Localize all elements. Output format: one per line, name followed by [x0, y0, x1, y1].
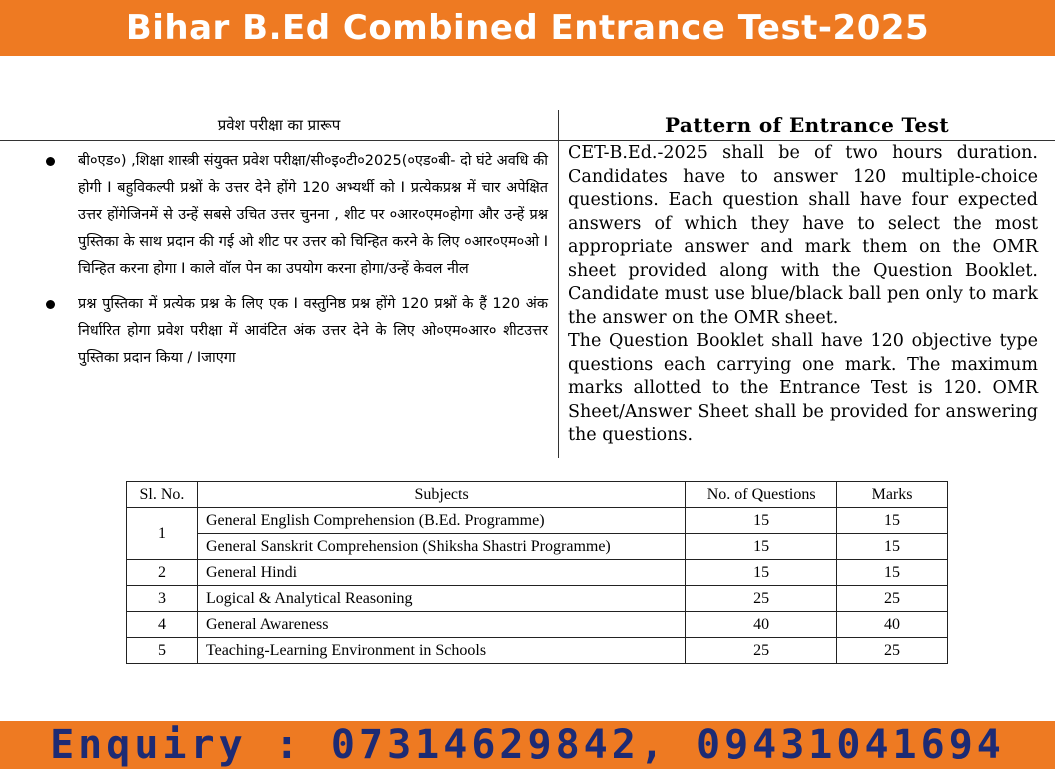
- cell-subject: Teaching-Learning Environment in Schools: [197, 638, 685, 664]
- pattern-section: [0, 110, 1055, 458]
- cell-marks: 15: [837, 534, 948, 560]
- cell-questions: 25: [686, 638, 837, 664]
- enquiry-contact: Enquiry : 07314629842, 09431041694: [50, 722, 1005, 768]
- hindi-bullet-text: बी०एड०) ,शिक्षा शास्त्री संयुक्त प्रवेश परीक्षा/सी०इ०टी०2025(०एड०बी- दो घंटे अवधि की होगी I बहुविकल्पी प्रश्नों के उत्तर देने होंगे 120 अभ्यर्थी को I प्रत्येकप्रश्न में चार अपेक्षित उत्तर होंगेजिनमें से उन्हें सबसे उचित उत्तर चुनना , शीट पर ०आर०एम०होगा और उन्हें प्रश्न पुस्तिका के साथ प्रदान की गई ओ शीट पर उत्तर को चिन्हित करने के लिए ०आर०एम०ओ I चिन्हित करना होगा I काले वॉल पेन का उपयोग करना होगा/उन्हें केवल नील: [78, 153, 548, 277]
- bullet-icon: [46, 157, 55, 166]
- hindi-bullet-text: प्रश्न पुस्तिका में प्रत्येक प्रश्न के लिए एक I वस्तुनिष्ठ प्रश्न होंगे 120 प्रश्नों के हैं 120 अंक निर्धारित होगा प्रवेश परीक्षा में आवंटित अंक उत्तर देने के लिए ओ०एम०आर० शीटउत्तर पुस्तिका प्रदान किया / Iजाएगा: [78, 296, 548, 366]
- cell-sl-no: 1: [127, 508, 198, 560]
- hindi-bullet-1: [0, 148, 552, 283]
- header-marks: Marks: [837, 482, 948, 508]
- header-subjects: Subjects: [197, 482, 685, 508]
- cell-subject: General Hindi: [197, 560, 685, 586]
- cell-marks: 40: [837, 612, 948, 638]
- table-row: [127, 638, 948, 664]
- cell-sl-no: 4: [127, 612, 198, 638]
- cell-marks: 15: [837, 560, 948, 586]
- table-row: [127, 586, 948, 612]
- bullet-icon: [46, 300, 55, 309]
- cell-marks: 25: [837, 638, 948, 664]
- english-paragraph-2: The Question Booklet shall have 120 objective type questions each carrying one mark. The maximum marks allotted to the Entrance Test is 120. OMR Sheet/Answer Sheet shall be provided for answering the questions.: [568, 331, 1038, 445]
- cell-questions: 25: [686, 586, 837, 612]
- table-row: [127, 560, 948, 586]
- cell-questions: 15: [686, 560, 837, 586]
- cell-subject: General Sanskrit Comprehension (Shiksha Shastri Programme): [197, 534, 685, 560]
- subjects-table: [126, 481, 948, 664]
- cell-questions: 40: [686, 612, 837, 638]
- header-sl-no: Sl. No.: [127, 482, 198, 508]
- cell-subject: General English Comprehension (B.Ed. Programme): [197, 508, 685, 534]
- table-header-row: [127, 482, 948, 508]
- cell-marks: 15: [837, 508, 948, 534]
- cell-subject: Logical & Analytical Reasoning: [197, 586, 685, 612]
- english-paragraph-1: CET-B.Ed.-2025 shall be of two hours duration. Candidates have to answer 120 multiple-choice questions. Each question shall have four expected answers of which they have to select the most appropriate answer and mark them on the OMR sheet provided along with the Question Booklet. Candidate must use blue/black ball pen only to mark the answer on the OMR sheet.: [568, 143, 1038, 328]
- english-heading: Pattern of Entrance Test: [559, 110, 1055, 141]
- cell-subject: General Awareness: [197, 612, 685, 638]
- cell-sl-no: 2: [127, 560, 198, 586]
- cell-sl-no: 5: [127, 638, 198, 664]
- cell-sl-no: 3: [127, 586, 198, 612]
- table-row: [127, 534, 948, 560]
- column-divider: [558, 110, 559, 458]
- hindi-description: [0, 148, 552, 380]
- page-title: Bihar B.Ed Combined Entrance Test-2025: [125, 8, 930, 48]
- english-description: [568, 142, 1038, 448]
- table-row: [127, 612, 948, 638]
- cell-questions: 15: [686, 508, 837, 534]
- cell-questions: 15: [686, 534, 837, 560]
- header-questions: No. of Questions: [686, 482, 837, 508]
- cell-marks: 25: [837, 586, 948, 612]
- hindi-heading: प्रवेश परीक्षा का प्रारूप: [0, 110, 558, 141]
- footer-banner: [0, 721, 1055, 769]
- hindi-bullet-2: [0, 291, 552, 372]
- table-row: [127, 508, 948, 534]
- header-banner: [0, 0, 1055, 56]
